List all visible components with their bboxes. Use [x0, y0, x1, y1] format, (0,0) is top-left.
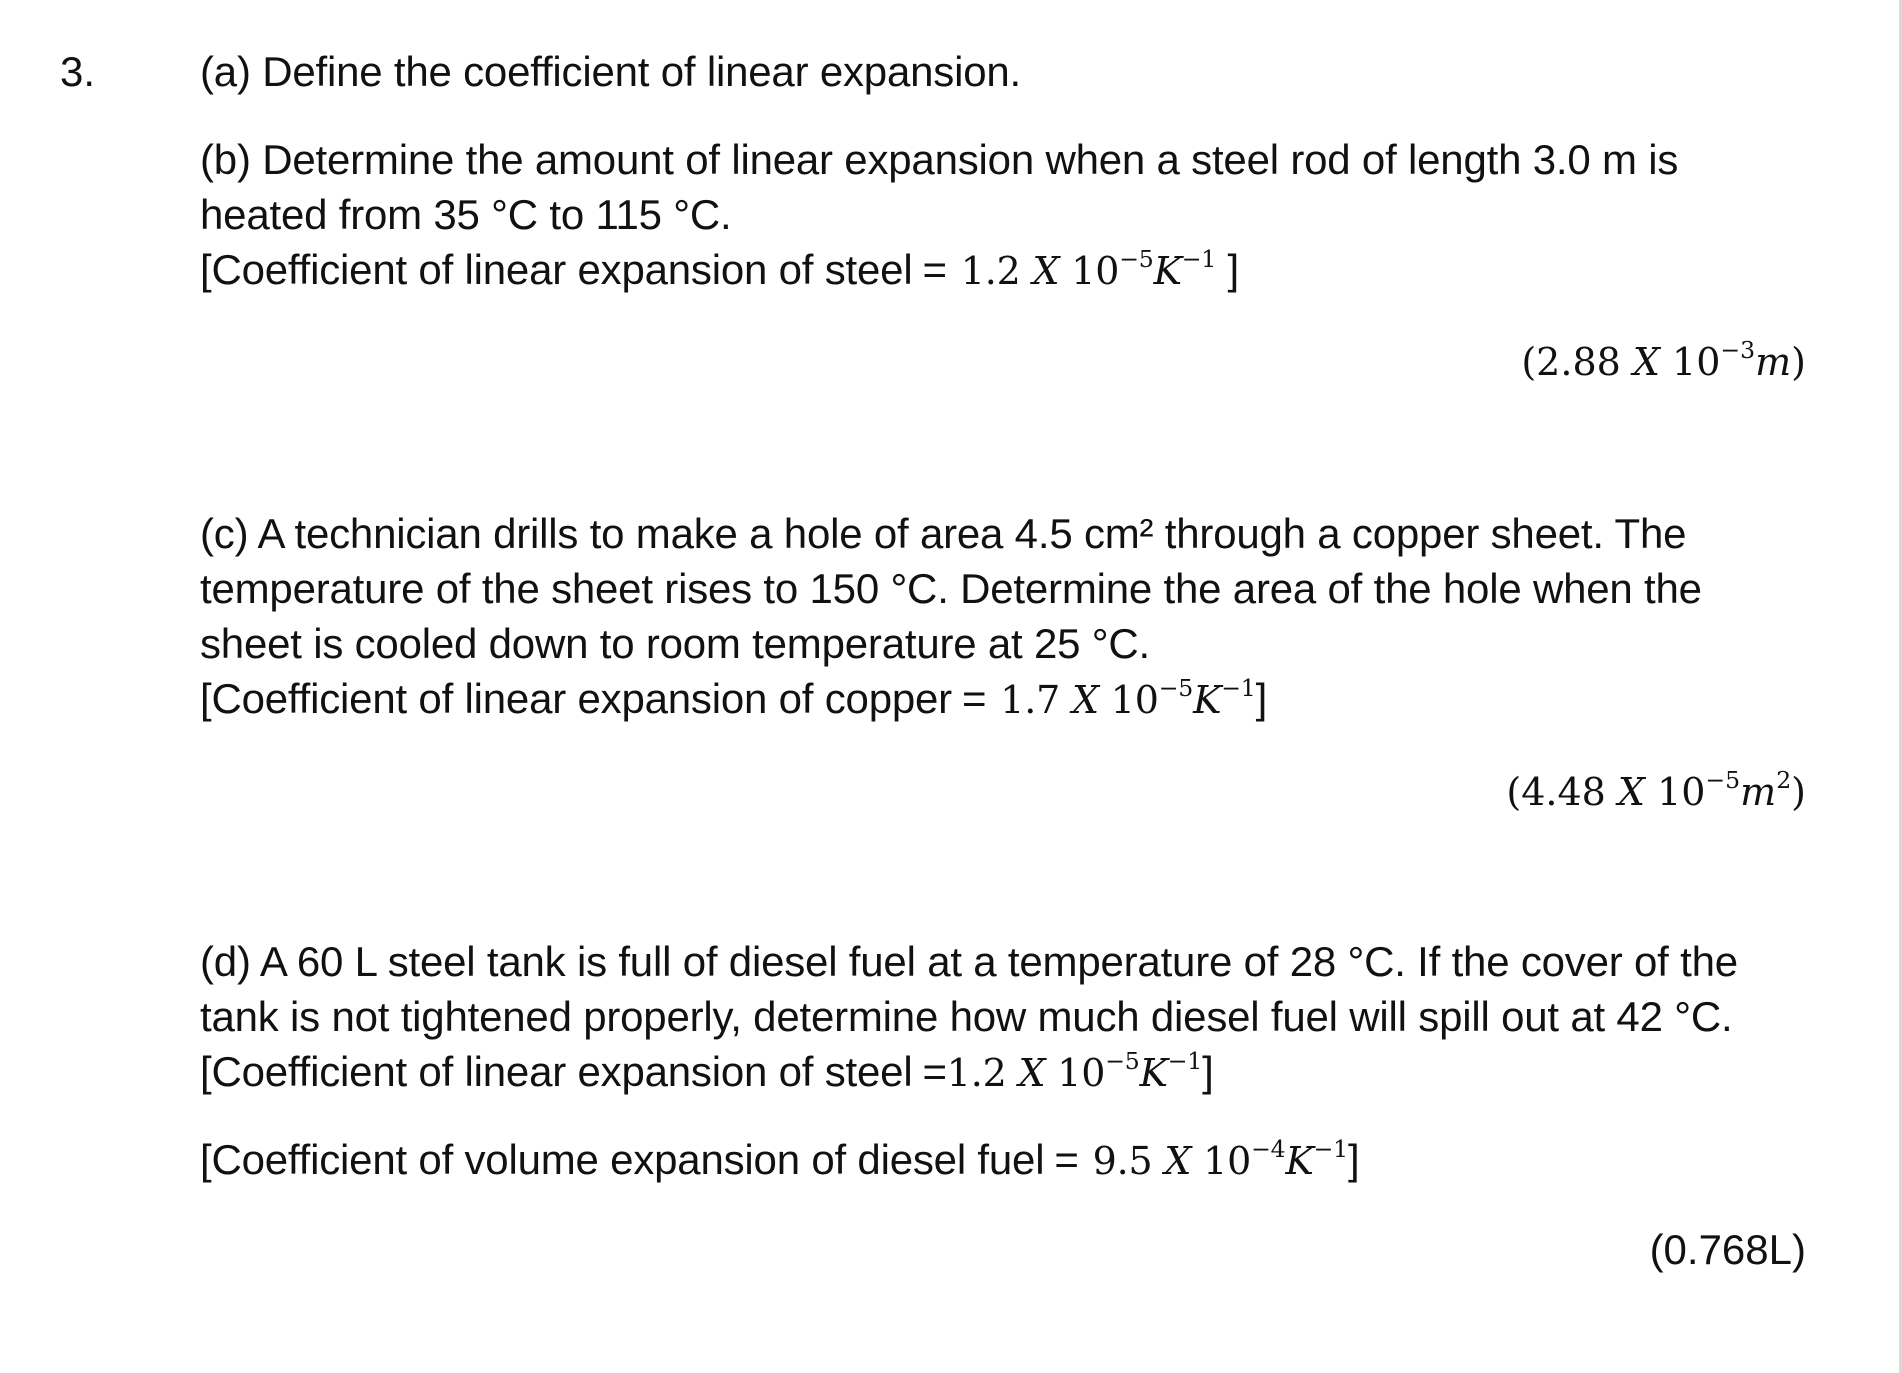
times-symbol: X — [1617, 770, 1645, 814]
unit-symbol: K — [1153, 249, 1182, 293]
part-a-text: (a) Define the coefficient of linear expansion. — [200, 48, 1021, 95]
closing-bracket: ] — [1255, 675, 1268, 722]
unit-symbol: m — [1755, 340, 1792, 384]
equals-sign: = — [922, 1048, 947, 1095]
closing-paren: ) — [1791, 770, 1806, 814]
part-b-line-2: heated from 35 °C to 115 °C. — [200, 191, 732, 238]
power-base: 10 — [1203, 1139, 1252, 1183]
coefficient-label: [Coefficient of volume expansion of diesel fuel — [200, 1136, 1045, 1183]
times-symbol: X — [1632, 340, 1660, 384]
part-b-coefficient — [200, 242, 1239, 299]
power-exponent: −3 — [1720, 336, 1756, 365]
answer-value: (2.88 — [1521, 340, 1621, 384]
power-exponent: −5 — [1158, 674, 1194, 703]
power-base: 10 — [1071, 249, 1120, 293]
power-base: 10 — [1110, 678, 1159, 722]
closing-paren: ) — [1791, 340, 1806, 384]
times-symbol: X — [1032, 249, 1060, 293]
part-c-line-2: temperature of the sheet rises to 150 °C. Determine the area of the hole when the — [200, 565, 1702, 612]
power-exponent: −4 — [1251, 1135, 1286, 1164]
equals-sign: = — [922, 246, 947, 293]
unit-exponent: −1 — [1167, 1047, 1203, 1076]
part-d-coefficient-steel — [200, 1044, 1214, 1101]
part-b-line-1: (b) Determine the amount of linear expansion when a steel rod of length 3.0 m is — [200, 136, 1679, 183]
part-d-line-1: (d) A 60 L steel tank is full of diesel fuel at a temperature of 28 °C. If the cover of the — [200, 938, 1738, 985]
unit-symbol: K — [1193, 678, 1222, 722]
part-c-line-3: sheet is cooled down to room temperature at 25 °C. — [200, 620, 1150, 667]
unit-symbol: m — [1740, 770, 1777, 814]
part-b-answer — [1521, 334, 1806, 390]
power-base: 10 — [1657, 770, 1706, 814]
times-symbol: X — [1072, 678, 1099, 722]
closing-bracket: ] — [1202, 1048, 1214, 1095]
power-exponent: −5 — [1705, 766, 1741, 795]
coefficient-expression — [960, 245, 1217, 293]
part-d-coefficient-diesel — [200, 1132, 1359, 1189]
power-base: 10 — [1057, 1051, 1106, 1095]
closing-bracket: ] — [1347, 1136, 1360, 1183]
coefficient-label: [Coefficient of linear expansion of steel — [200, 246, 913, 293]
power-base: 10 — [1672, 340, 1721, 384]
coefficient-value: 9.5 — [1092, 1139, 1153, 1183]
question-number: 3. — [60, 48, 96, 95]
part-c-answer — [1506, 764, 1806, 820]
unit-symbol: K — [1285, 1139, 1314, 1183]
closing-bracket: ] — [1216, 246, 1240, 293]
coefficient-label: [Coefficient of linear expansion of steel — [200, 1048, 913, 1095]
coefficient-expression — [1092, 1135, 1348, 1183]
part-d-line-2: tank is not tightened properly, determine how much diesel fuel will spill out at 42 °C. — [200, 993, 1733, 1040]
coefficient-value: 1.7 — [1000, 678, 1061, 722]
part-c-coefficient — [200, 671, 1267, 728]
part-c-line-1: (c) A technician drills to make a hole of area 4.5 cm² through a copper sheet. The — [200, 510, 1687, 557]
coefficient-value: 1.2 — [960, 249, 1021, 293]
part-d-answer: (0.768L) — [1649, 1226, 1806, 1273]
power-exponent: −5 — [1105, 1047, 1140, 1076]
times-symbol: X — [1164, 1139, 1192, 1183]
power-exponent: −5 — [1119, 245, 1154, 274]
equals-sign: = — [961, 675, 987, 722]
unit-exponent: −1 — [1221, 674, 1256, 703]
unit-exponent: 2 — [1776, 766, 1792, 795]
coefficient-expression — [1000, 674, 1256, 722]
unit-exponent: −1 — [1181, 245, 1217, 274]
coefficient-expression — [946, 1047, 1203, 1095]
answer-value: (4.48 — [1506, 770, 1606, 814]
times-symbol: X — [1018, 1051, 1046, 1095]
unit-symbol: K — [1139, 1051, 1168, 1095]
coefficient-label: [Coefficient of linear expansion of copper — [200, 675, 952, 722]
equals-sign: = — [1054, 1136, 1079, 1183]
coefficient-value: 1.2 — [946, 1051, 1007, 1095]
unit-exponent: −1 — [1313, 1135, 1348, 1164]
